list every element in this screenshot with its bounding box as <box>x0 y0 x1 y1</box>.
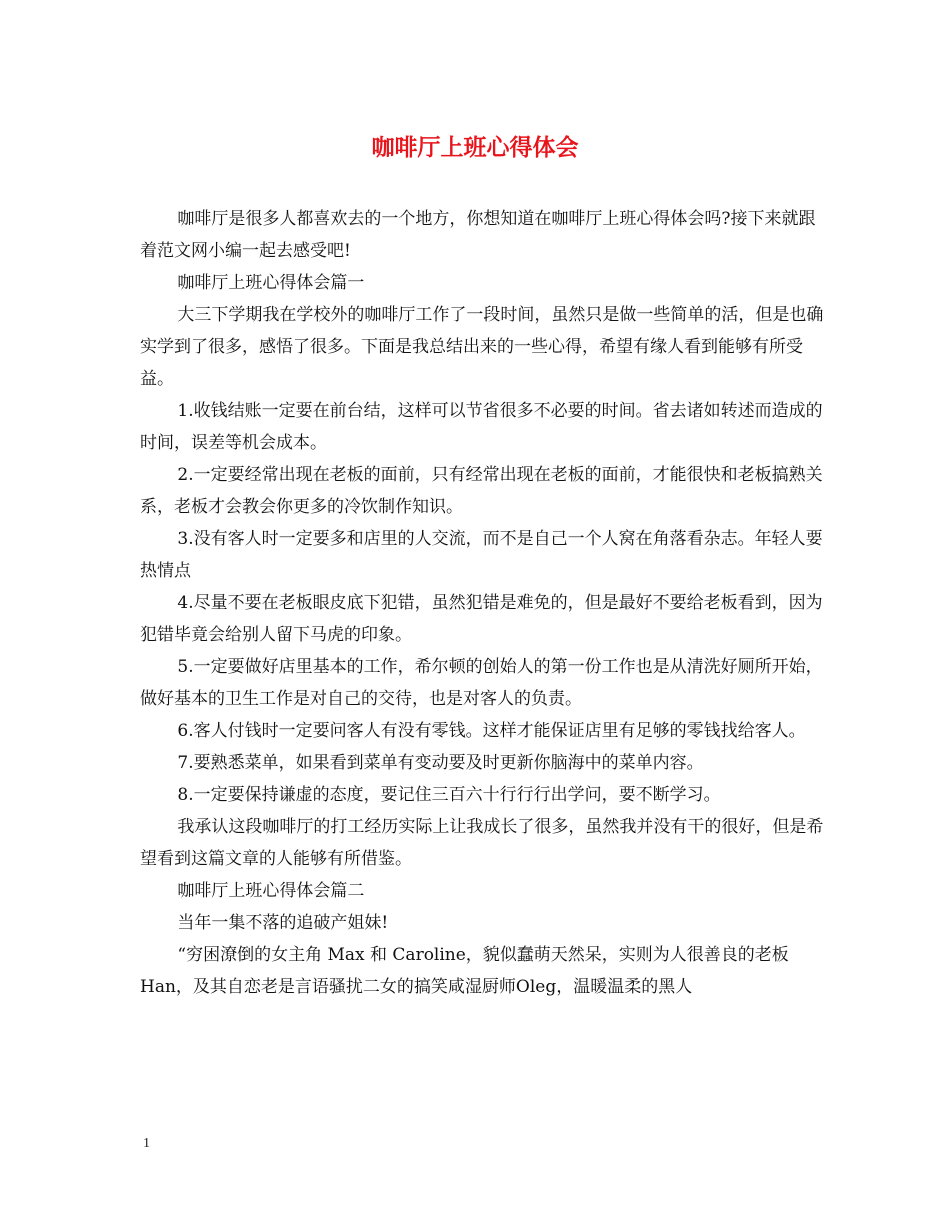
paragraph: 我承认这段咖啡厅的打工经历实际上让我成长了很多，虽然我并没有干的很好，但是希望看到这篇文章的人能够有所借鉴。 <box>140 817 824 869</box>
page-number: 1 <box>143 1136 150 1151</box>
document-body <box>140 203 830 1003</box>
paragraph-intro: 咖啡厅是很多人都喜欢去的一个地方，你想知道在咖啡厅上班心得体会吗?接下来就跟着范文网小编一起去感受吧! <box>140 209 816 261</box>
list-item-7: 7.要熟悉菜单，如果看到菜单有变动要及时更新你脑海中的菜单内容。 <box>177 753 704 773</box>
paragraph: 当年一集不落的追破产姐妹! <box>177 913 389 933</box>
list-item-2: 2.一定要经常出现在老板的面前，只有经常出现在老板的面前，才能很快和老板搞熟关系，老板才会教会你更多的冷饮制作知识。 <box>140 465 823 517</box>
list-item-3: 3.没有客人时一定要多和店里的人交流，而不是自己一个人窝在角落看杂志。年轻人要热情点 <box>140 529 823 581</box>
list-item-8: 8.一定要保持谦虚的态度，要记住三百六十行行行出学问，要不断学习。 <box>177 785 721 805</box>
list-item-4: 4.尽量不要在老板眼皮底下犯错，虽然犯错是难免的，但是最好不要给老板看到，因为犯错毕竟会给别人留下马虎的印象。 <box>140 593 823 645</box>
list-item-6: 6.客人付钱时一定要问客人有没有零钱。这样才能保证店里有足够的零钱找给客人。 <box>177 721 806 741</box>
document-title: 咖啡厅上班心得体会 <box>371 134 579 161</box>
list-item-5: 5.一定要做好店里基本的工作，希尔顿的创始人的第一份工作也是从清洗好厕所开始，做好基本的卫生工作是对自己的交待，也是对客人的负责。 <box>140 657 823 709</box>
list-item-1: 1.收钱结账一定要在前台结，这样可以节省很多不必要的时间。省去诸如转述而造成的时间，误差等机会成本。 <box>140 401 823 453</box>
section-heading-part-one: 咖啡厅上班心得体会篇一 <box>177 273 365 293</box>
section-heading-part-two: 咖啡厅上班心得体会篇二 <box>177 881 365 901</box>
paragraph: 大三下学期我在学校外的咖啡厅工作了一段时间，虽然只是做一些简单的活，但是也确实学到了很多，感悟了很多。下面是我总结出来的一些心得，希望有缘人看到能够有所受益。 <box>140 305 824 389</box>
paragraph: “穷困潦倒的女主角 Max 和 Caroline，貌似蠢萌天然呆，实则为人很善良的老板Han，及其自恋老是言语骚扰二女的搞笑咸湿厨师Oleg，温暖温柔的黑人 <box>140 945 789 997</box>
